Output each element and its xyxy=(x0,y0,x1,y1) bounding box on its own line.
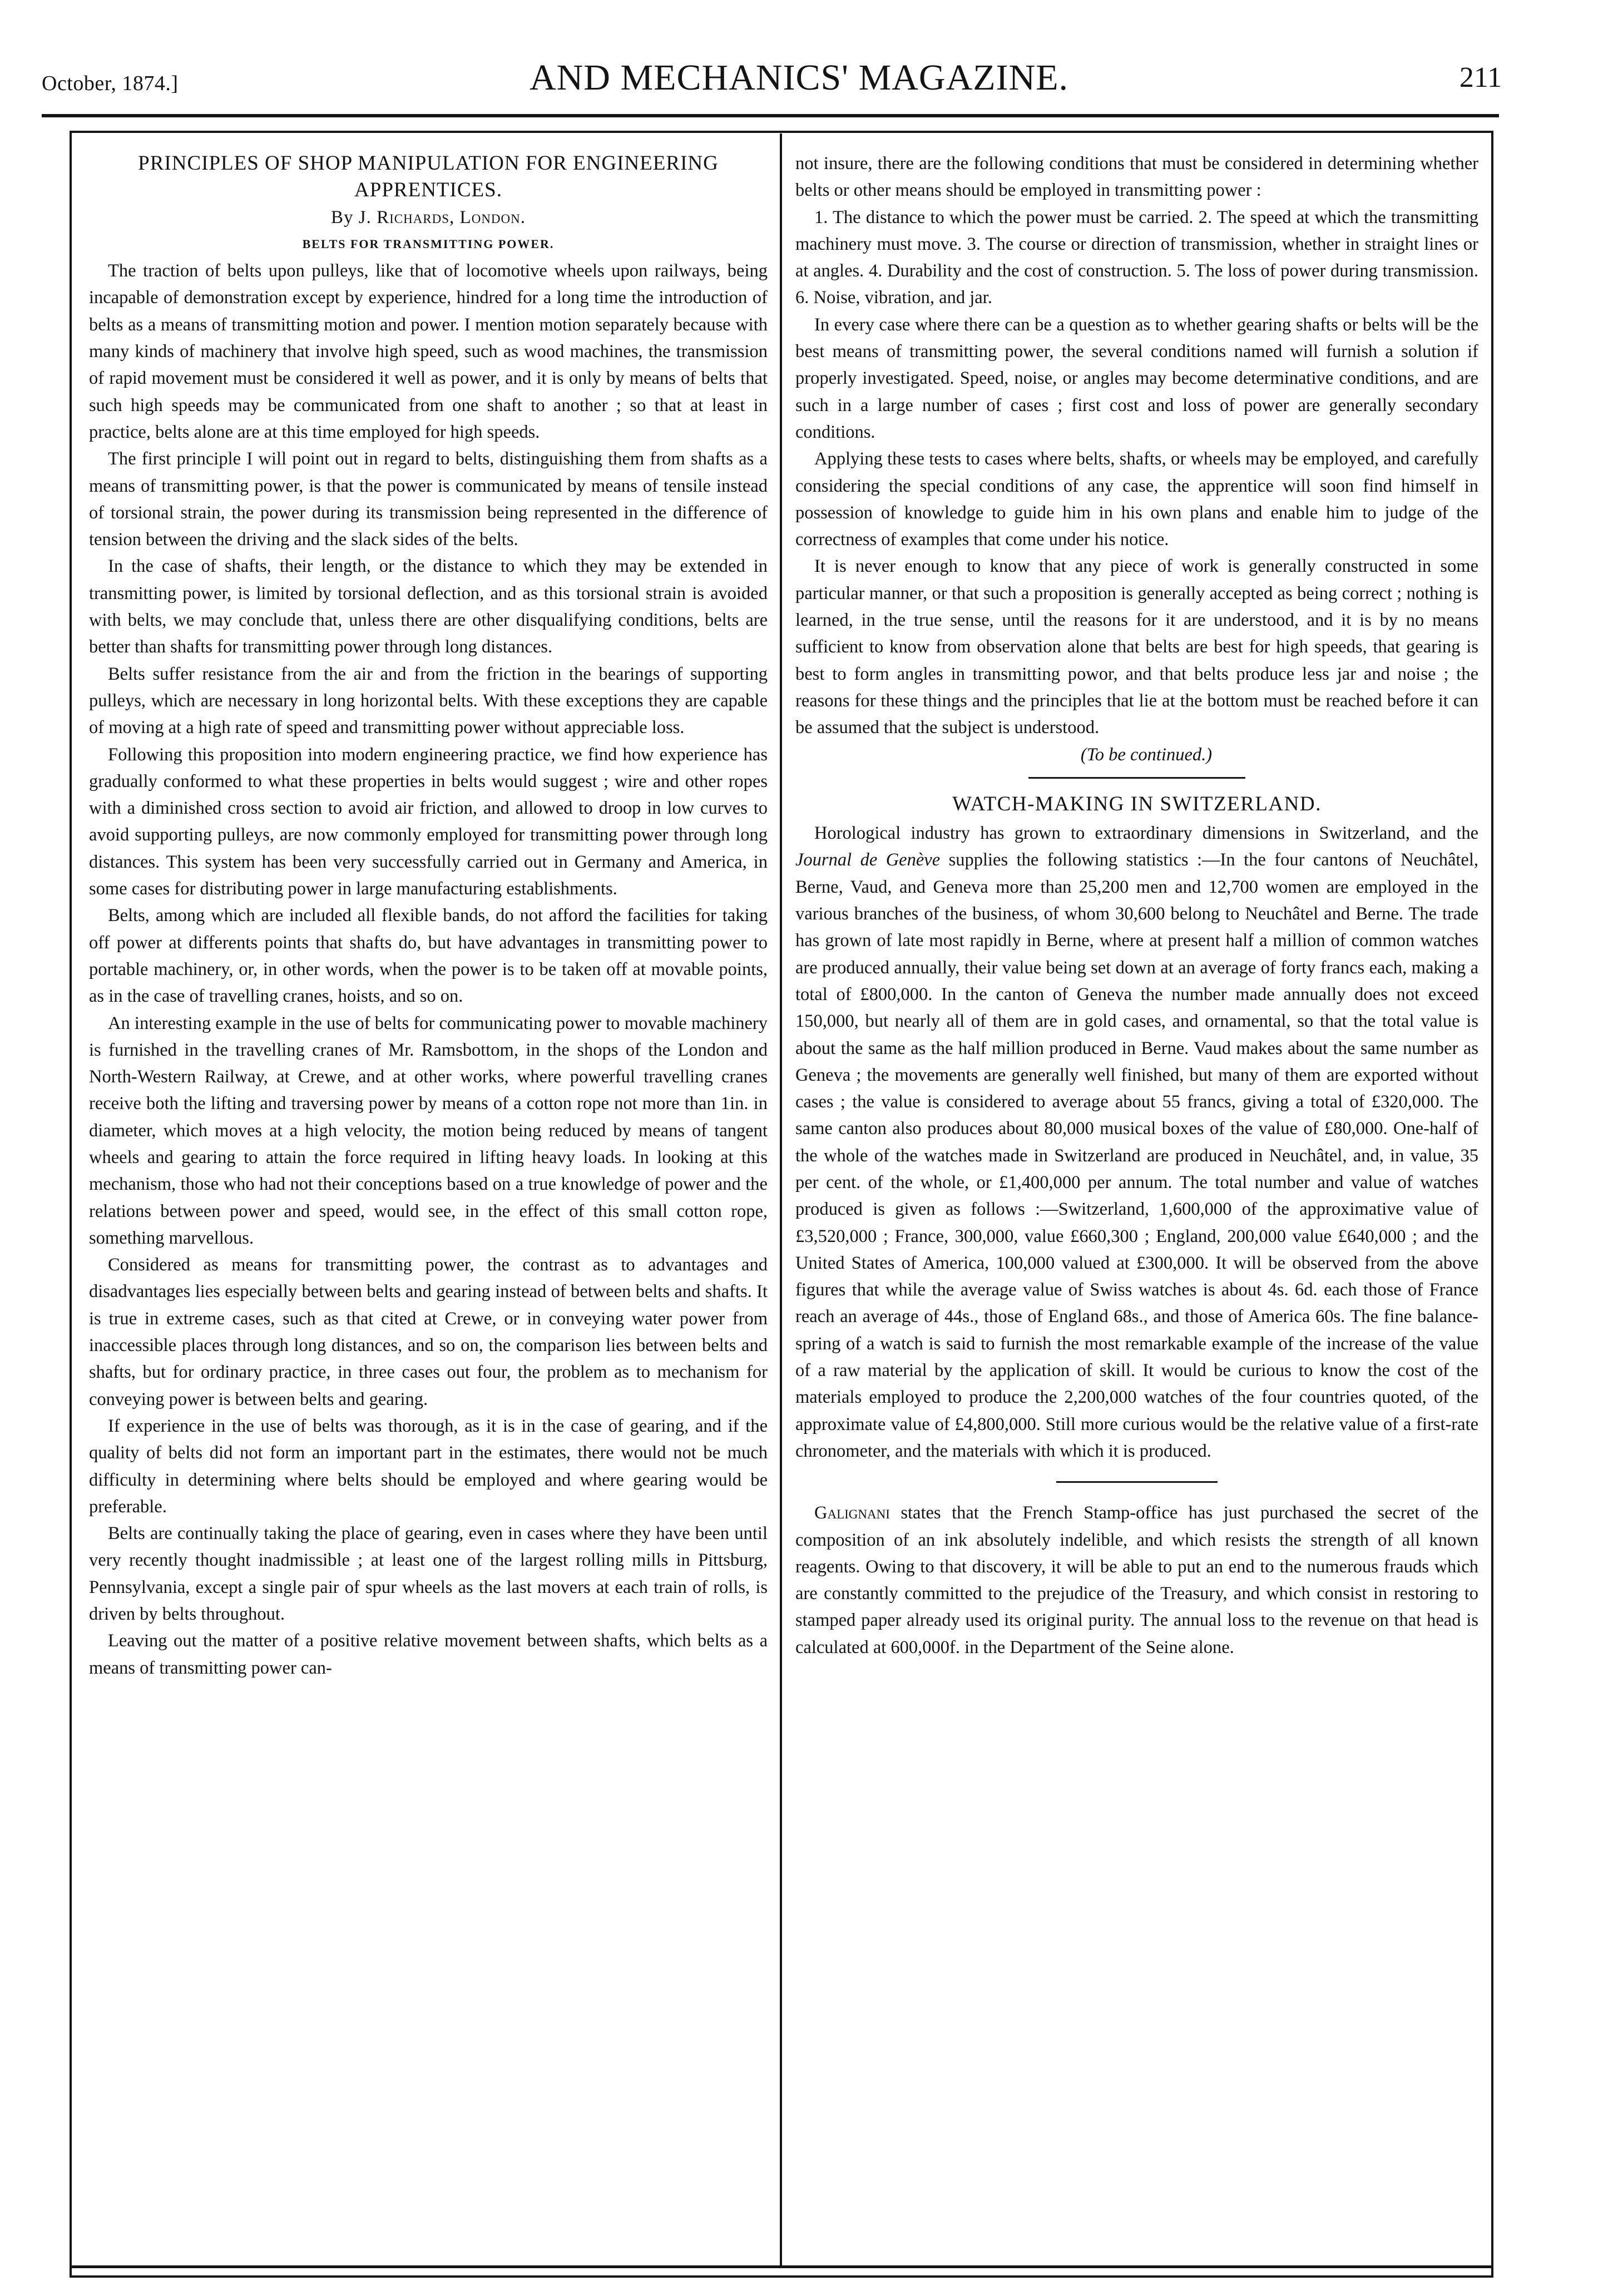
column-divider xyxy=(780,133,782,2267)
continued-note: (To be continued.) xyxy=(1080,744,1213,765)
paragraph: Following this proposition into modern engineering practice, we find how experience has gradually conformed to what these properties in belts would suggest ; wire and other ropes with a diminished cross section to avoid air friction, and allowed to droop in low curves to avoid supporting pulleys, are now commonly employed for transmitting power through long distances. This system has been very successfully carried out in Germany and America, in some cases for distributing power in large manufacturing establishments. xyxy=(89,744,768,899)
left-column xyxy=(89,150,768,1681)
paragraph-rest: supplies the following statistics :—In the four cantons of Neuchâtel, Berne, Vaud, and Geneva more than 25,200 men and 12,700 women are employed in the various branches of the business, of whom 30,600 belong to Neuchâtel and Berne. The trade has grown of late most rapidly in Berne, where at present half a million of common watches are produced annually, their value being set down at an average of forty francs each, making a total of £800,000. In the canton of Geneva the number made annually does not exceed 150,000, but nearly all of them are in gold cases, and ornamental, so that the total value is about the same as the half million produced in Berne. Vaud makes about the same number as Geneva ; the movements are generally well finished, but many of them are exported without cases ; the value is considered to average about 55 francs, giving a total of £320,000. The same canton also produces about 80,000 musical boxes of the value of £80,000. One-half of the whole of the watches made in Switzerland are produced in Neuchâtel, and, in value, 35 per cent. of the whole, or £1,400,000 per annum. The total number and value of watches produced is given as follows :—Switzerland, 1,600,000 of the approximative value of £3,520,000 ; France, 300,000, value £660,300 ; England, 200,000 value £640,000 ; and the United States of America, 100,000 valued at £300,000. It will be observed from the above figures that while the average value of Swiss watches is about 4s. 6d. each those of France reach an average of 44s., those of England 68s., and those of America 60s. The fine balance-spring of a watch is said to furnish the most remarkable example of the increase of the value of a raw material by the application of skill. It would be curious to know the cost of the materials employed to produce the 2,200,000 watches of the four countries quoted, of the approximate value of £4,800,000. Still more curious would be the relative value of a first-rate chronometer, and the materials with which it is produced. xyxy=(795,850,1479,1461)
right-column xyxy=(795,150,1478,1661)
article-separator xyxy=(1028,777,1245,779)
section-heading: BELTS FOR TRANSMITTING POWER. xyxy=(302,236,555,251)
page-number: 211 xyxy=(1459,62,1502,93)
header-rule xyxy=(42,114,1499,117)
article-title: WATCH-MAKING IN SWITZERLAND. xyxy=(952,792,1322,815)
paragraph-start: Horological industry has grown to extraordinary dimensions in Switzerland, and the xyxy=(814,823,1478,844)
byline-prefix: By xyxy=(330,207,354,227)
lead-word: Galignani xyxy=(814,1503,890,1523)
article-separator xyxy=(1056,1481,1218,1483)
paragraph xyxy=(795,1500,1478,1661)
paragraph xyxy=(795,820,1478,1464)
paragraph: Belts suffer resistance from the air and from the friction in the bearings of supporting pulleys, which are necessary in long horizontal belts. With these exceptions they are capable of moving at a high rate of speed and transmitting power without appreciable loss. xyxy=(89,664,768,738)
paragraph: If experience in the use of belts was thorough, as it is in the case of gearing, and if the quality of belts did not form an important part in the estimates, there would not be much difficulty in determining where belts should be employed and where gearing would be preferable. xyxy=(89,1416,768,1517)
paragraph: not insure, there are the following conditions that must be considered in determining whether belts or other means should be employed in transmitting power : xyxy=(795,154,1478,201)
paragraph: Considered as means for transmitting power, the contrast as to advantages and disadvantages lies especially between belts and gearing instead of between belts and shafts. It is true in extreme cases, such as that cited at Crewe, or in conveying water power from inaccessible places through long distances, and so on, the comparison lies between belts and shafts, but for ordinary practice, in three cases out four, the problem as to mechanism for conveying power is between belts and gearing. xyxy=(89,1255,768,1409)
paragraph: An interesting example in the use of belts for communicating power to movable machinery is furnished in the travelling cranes of Mr. Ramsbottom, in the shops of the London and North-Western Railway, at Crewe, and at other works, where powerful travelling cranes receive both the lifting and traversing power by means of a cotton rope not more than 1in. in diameter, which moves at a high velocity, the motion being reduced by means of tangent wheels and gearing to attain the force required in lifting heavy loads. In looking at this mechanism, those who had not their conceptions based on a true knowledge of power and the relations between power and speed, would see, in the effect of this small cotton rope, something marvellous. xyxy=(89,1013,768,1248)
page-header xyxy=(0,28,1598,98)
paragraph: The first principle I will point out in regard to belts, distinguishing them from shafts as a means of transmitting power, is that the power is communicated by means of tensile instead of torsional strain, the power during its transmission being represented in the difference of tension between the driving and the slack sides of the belts. xyxy=(89,449,768,550)
paragraph: 1. The distance to which the power must be carried. 2. The speed at which the transmitting machinery must move. 3. The course or direction of transmission, whether in straight lines or at angles. 4. Durability and the cost of construction. 5. The loss of power during transmission. 6. Noise, vibration, and jar. xyxy=(795,207,1478,308)
paragraph: The traction of belts upon pulleys, like that of locomotive wheels upon railways, being incapable of demonstration except by experience, hindred for a long time the introduction of belts as a means of transmitting motion and power. I mention motion separately because with many kinds of machinery that involve high speed, such as wood machines, the transmission of rapid movement must be considered it well as power, and it is only by means of belts that such high speeds may be communicated from one shaft to another ; so that at least in practice, belts alone are at this time employed for high speeds. xyxy=(89,261,768,442)
article-title: PRINCIPLES OF SHOP MANIPULATION FOR ENGINEERING APPRENTICES. xyxy=(138,152,719,202)
paragraph: It is never enough to know that any piece of work is generally constructed in some particular manner, or that such a proposition is generally accepted as being correct ; nothing is learned, in the true sense, until the reasons for it are understood, and it is by no means sufficient to know from observation alone that belts are best for high speeds, that gearing is best to form angles in transmitting powor, and that belts produce less jar and noise ; the reasons for these things and the principles that lie at the bottom must be reached before it can be assumed that the subject is understood. xyxy=(795,556,1478,738)
issue-date: October, 1874.] xyxy=(42,72,179,95)
paragraph-text: states that the French Stamp-office has just purchased the secret of the composition of an ink absolutely indelible, and which resists the strength of all known reagents. Owing to that discovery, it will be able to put an end to the numerous frauds which are constantly committed to the prejudice of the Treasury, and which consist in restoring to stamped paper already used its original purity. The annual loss to the revenue on that head is calculated at 600,000f. in the Department of the Seine alone. xyxy=(795,1503,1478,1657)
magazine-title: AND MECHANICS' MAGAZINE. xyxy=(529,57,1069,98)
paragraph: Applying these tests to cases where belts, shafts, or wheels may be employed, and carefully considering the special conditions of any case, the apprentice will soon find himself in possession of knowledge to guide him in his own plans and enable him to judge of the correctness of examples that come under his notice. xyxy=(795,449,1478,550)
article-byline xyxy=(89,204,768,231)
paragraph: Belts, among which are included all flexible bands, do not afford the facilities for taking off power at differents points that shafts do, but have advantages in transmitting power to portable machinery, or, in other words, when the power is to be taken off at movable points, as in the case of travelling cranes, hoists, and so on. xyxy=(89,905,768,1007)
paragraph: In every case where there can be a question as to whether gearing shafts or belts will be the best means of transmitting power, the several conditions named will furnish a solution if properly investigated. Speed, noise, or angles may become determinative conditions, and are such in a large number of cases ; first cost and loss of power are generally secondary conditions. xyxy=(795,314,1478,442)
paragraph: Leaving out the matter of a positive relative movement between shafts, which belts as a means of transmitting power can- xyxy=(89,1631,768,1678)
paragraph: Belts are continually taking the place of gearing, even in cases where they have been until very recently thought inadmissible ; at least one of the largest rolling mills in Pittsburg, Pennsylvania, except a single pair of spur wheels as the last movers at each train of rolls, is driven by belts throughout. xyxy=(89,1523,768,1625)
byline-author: J. Richards, London. xyxy=(358,207,526,227)
journal-name: Journal de Genève xyxy=(795,850,941,870)
paragraph: In the case of shafts, their length, or the distance to which they may be extended in transmitting power, is limited by torsional deflection, and as this torsional strain is avoided with belts, we may conclude that, unless there are other disqualifying conditions, belts are better than shafts for transmitting power through long distances. xyxy=(89,556,768,657)
